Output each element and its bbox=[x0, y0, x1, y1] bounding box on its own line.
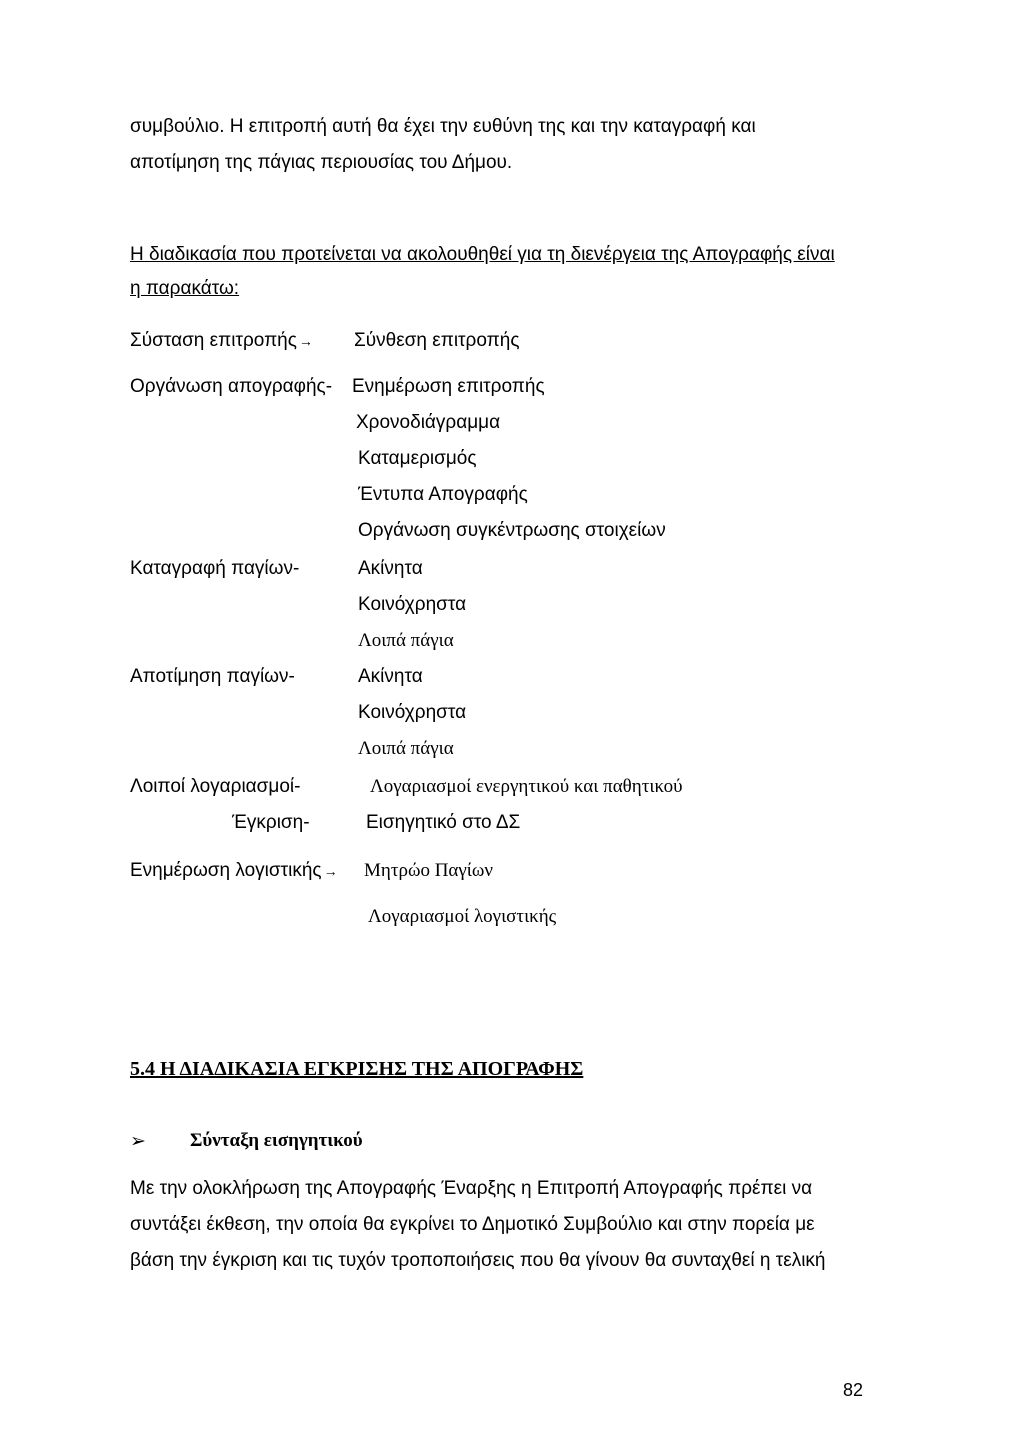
step-inventory-organization-item-4: Έντυπα Απογραφής bbox=[358, 484, 528, 505]
step-committee-formation-item-1: Σύνθεση επιτροπής bbox=[354, 330, 520, 351]
step-inventory-organization-item-2: Χρονοδιάγραμμα bbox=[356, 412, 501, 433]
step-other-accounts-label: Λοιποί λογαριασμοί- bbox=[130, 776, 301, 797]
procedure-intro-line-2: η παρακάτω: bbox=[130, 278, 240, 299]
section-paragraph-line-3: βάση την έγκριση και τις τυχόν τροποποιήσεις που θα γίνουν θα συνταχθεί η τελική bbox=[130, 1250, 826, 1271]
step-inventory-organization-item-3: Καταμερισμός bbox=[358, 448, 477, 469]
step-committee-formation-label bbox=[130, 330, 313, 352]
step-inventory-organization-item-5: Οργάνωση συγκέντρωσης στοιχείων bbox=[358, 520, 666, 541]
step-accounting-update-item-1: Μητρώο Παγίων bbox=[364, 860, 493, 881]
step-asset-valuation-label: Αποτίμηση παγίων- bbox=[130, 666, 295, 687]
page-number: 82 bbox=[843, 1380, 864, 1400]
step-label-text: Σύσταση επιτροπής bbox=[130, 330, 297, 351]
step-approval-item-1: Εισηγητικό στο ΔΣ bbox=[366, 812, 521, 833]
step-asset-registration-item-3: Λοιπά πάγια bbox=[358, 630, 454, 651]
section-paragraph-line-2: συντάξει έκθεση, την οποία θα εγκρίνει το Δημοτικό Συμβούλιο και στην πορεία με bbox=[130, 1214, 815, 1235]
bullet-title: Σύνταξη εισηγητικού bbox=[190, 1130, 363, 1151]
step-accounting-update-label bbox=[130, 860, 338, 882]
arrow-right-icon: → bbox=[298, 333, 313, 349]
step-asset-registration-item-2: Κοινόχρηστα bbox=[358, 594, 467, 615]
procedure-intro-line-1: Η διαδικασία που προτείνεται να ακολουθηθεί για τη διενέργεια της Απογραφής είναι bbox=[130, 244, 835, 265]
step-other-accounts-item-1: Λογαριασμοί ενεργητικού και παθητικού bbox=[370, 776, 683, 797]
step-accounting-update-item-2: Λογαριασμοί λογιστικής bbox=[368, 906, 557, 927]
step-inventory-organization-item-1: Ενημέρωση επιτροπής bbox=[352, 376, 545, 397]
intro-line-1: συμβούλιο. Η επιτροπή αυτή θα έχει την ευθύνη της και την καταγραφή και bbox=[130, 116, 756, 137]
step-asset-valuation-item-2: Κοινόχρηστα bbox=[358, 702, 467, 723]
step-asset-valuation-item-3: Λοιπά πάγια bbox=[358, 738, 454, 759]
section-paragraph-line-1: Με την ολοκλήρωση της Απογραφής Έναρξης η Επιτροπή Απογραφής πρέπει να bbox=[130, 1178, 813, 1199]
bullet-arrow-icon: ➢ bbox=[130, 1131, 146, 1152]
step-asset-registration-item-1: Ακίνητα bbox=[358, 558, 423, 579]
step-inventory-organization-label: Οργάνωση απογραφής- bbox=[130, 376, 333, 397]
intro-line-2: αποτίμηση της πάγιας περιουσίας του Δήμου. bbox=[130, 152, 513, 173]
arrow-right-icon: → bbox=[323, 863, 338, 879]
step-label-text: Ενημέρωση λογιστικής bbox=[130, 860, 322, 881]
step-approval-label: Έγκριση- bbox=[232, 812, 310, 833]
step-asset-valuation-item-1: Ακίνητα bbox=[358, 666, 423, 687]
step-asset-registration-label: Καταγραφή παγίων- bbox=[130, 558, 300, 579]
section-heading: 5.4 Η ΔΙΑΔΙΚΑΣΙΑ ΕΓΚΡΙΣΗΣ ΤΗΣ ΑΠΟΓΡΑΦΗΣ bbox=[130, 1058, 584, 1080]
